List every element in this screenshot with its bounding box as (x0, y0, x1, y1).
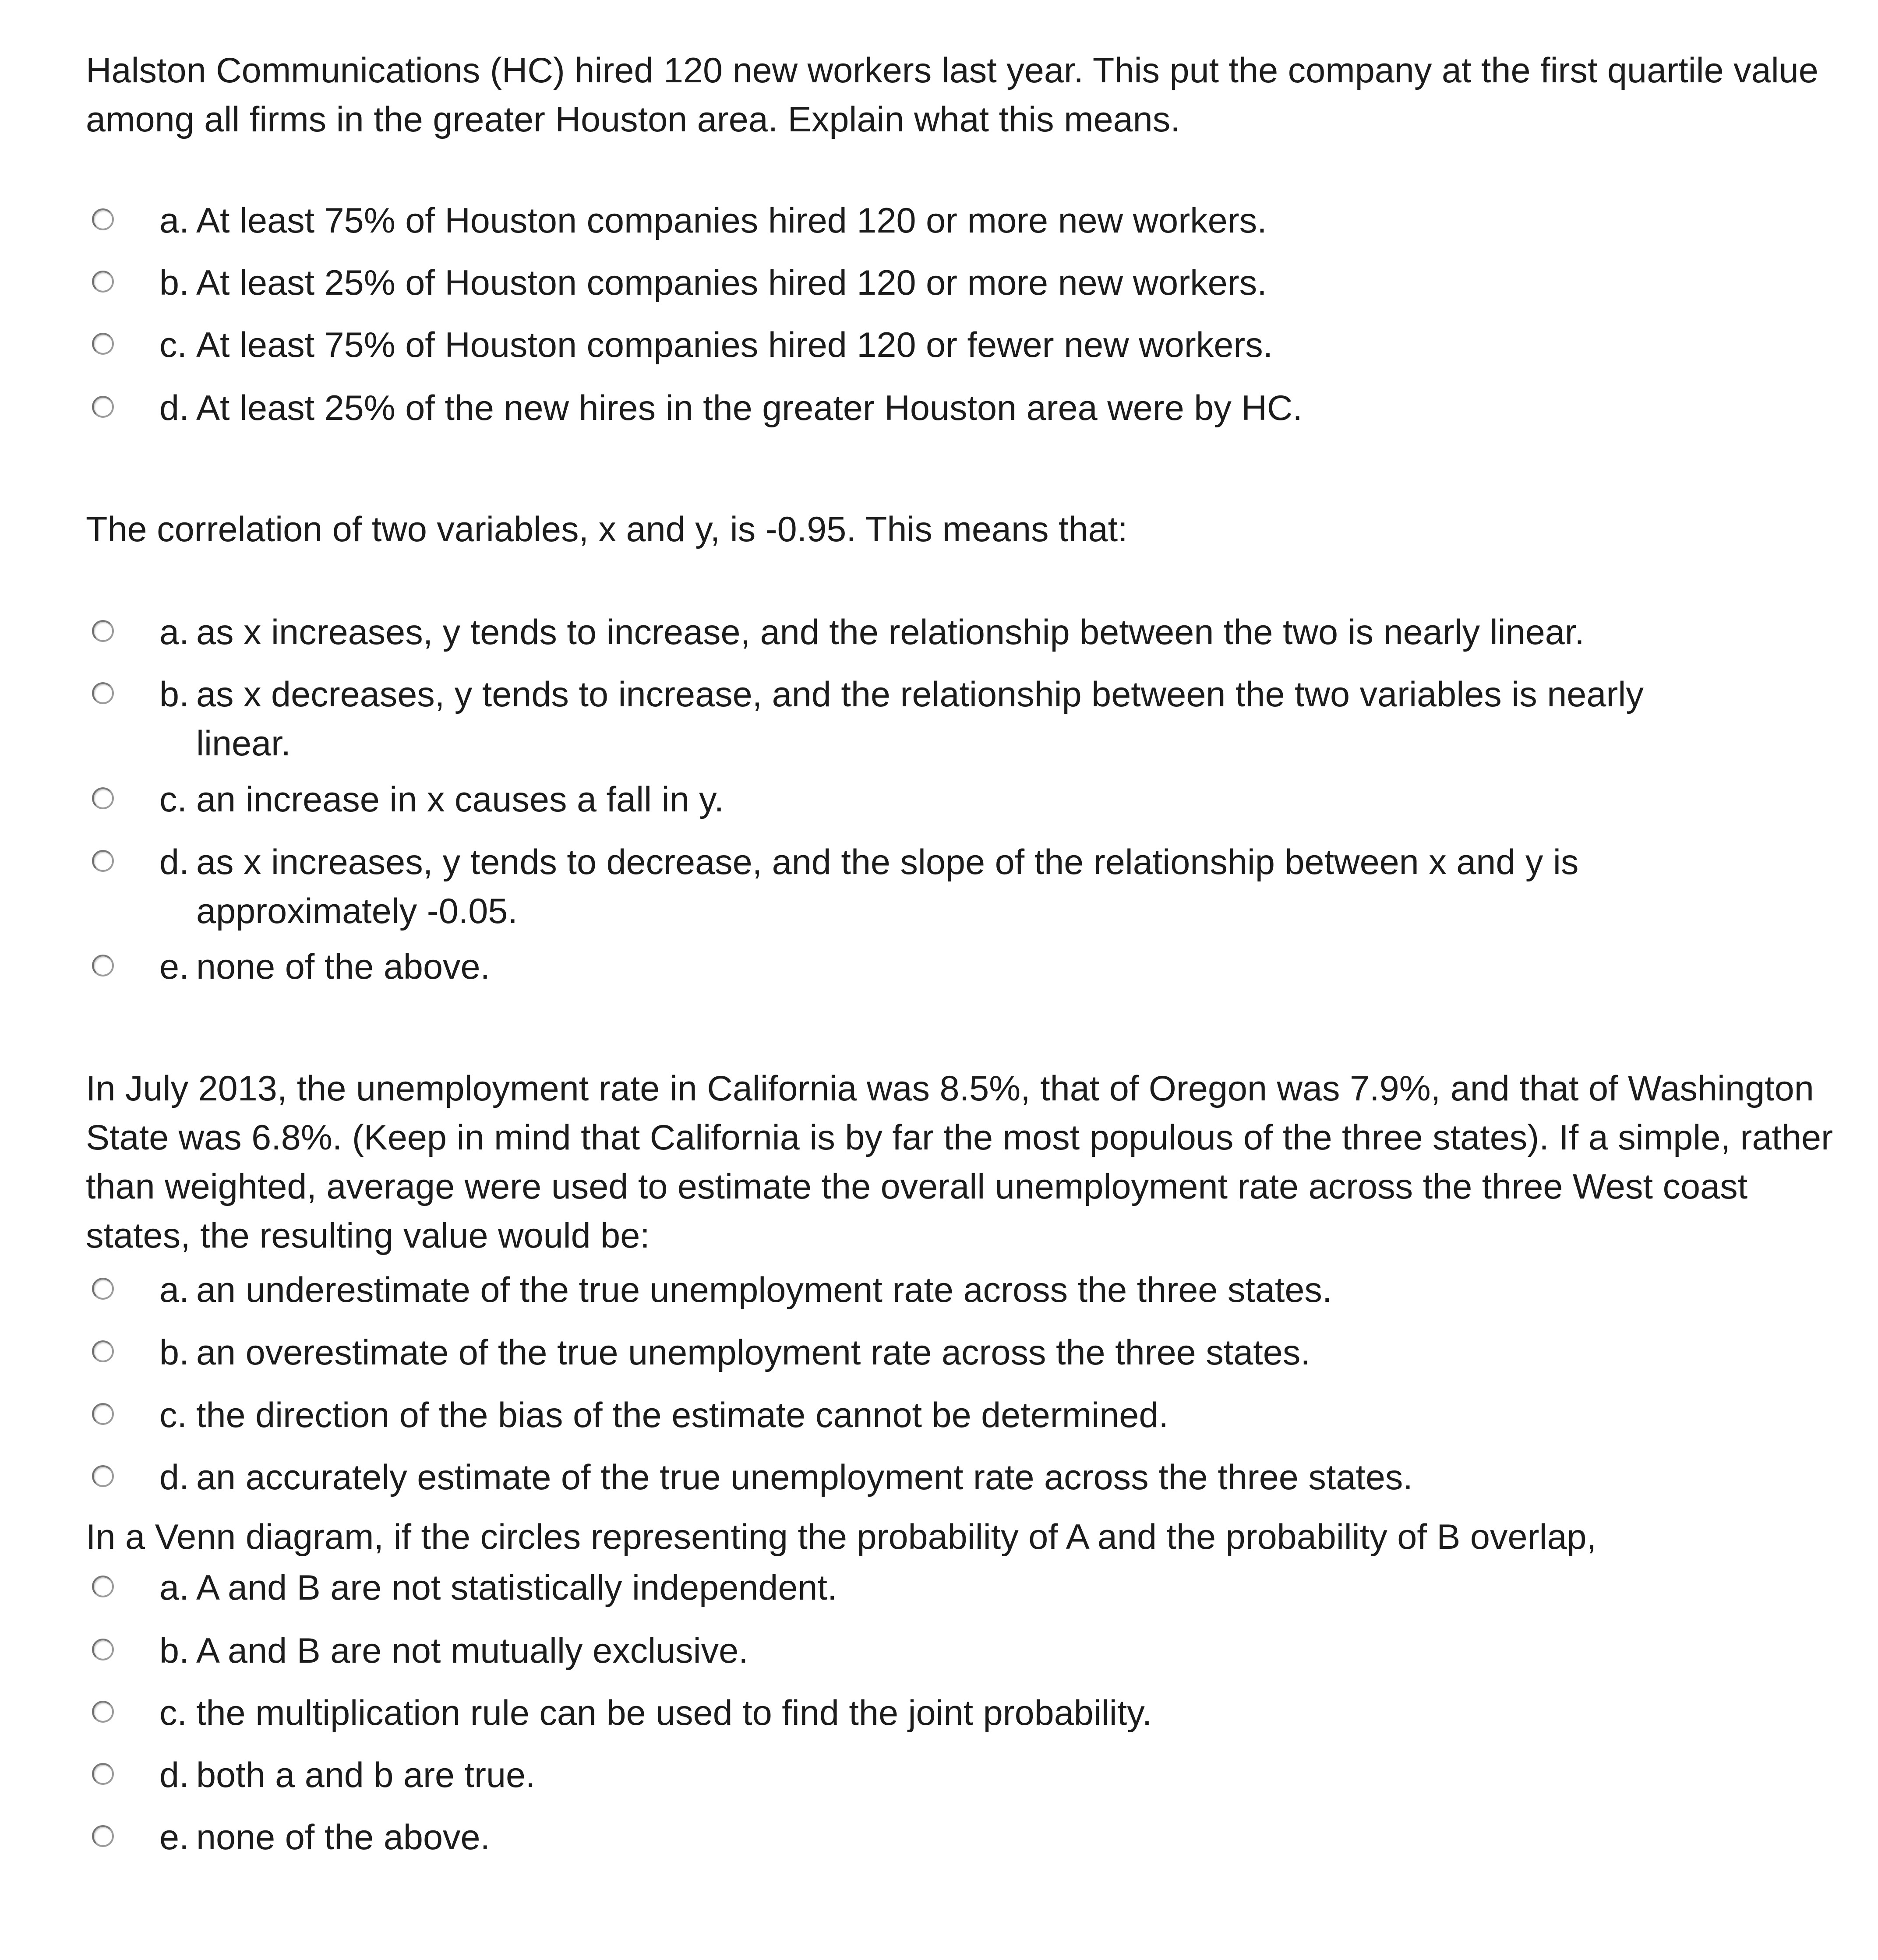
option-text: an underestimate of the true unemployment rate across the three states. (196, 1270, 1332, 1310)
option-letter: a. (159, 1568, 189, 1607)
option-text: A and B are not statistically independent. (196, 1568, 837, 1607)
option-letter: e. (159, 1818, 189, 1857)
radio-button-icon[interactable] (92, 1403, 114, 1425)
option-letter: b. (159, 263, 189, 303)
question-3-stem: In July 2013, the unemployment rate in California was 8.5%, that of Oregon was 7.9%, and that of Washington State was 6.8%. (Keep in mind that California is by far the most populous of the three states). If a simple, rather than weighted, average were used to estimate the overall unemployment rate across the three West coast states, the resulting value would be: (86, 1069, 1833, 1255)
option-letter: a. (159, 613, 189, 652)
option-text: both a and b are true. (196, 1756, 536, 1795)
option-text: as x increases, y tends to increase, and the relationship between the two is nearly linear. (196, 613, 1585, 652)
option-letter: d. (159, 1756, 189, 1795)
option-text: At least 25% of the new hires in the greater Houston area were by HC. (196, 388, 1303, 428)
option-letter: e. (159, 947, 189, 987)
option-text: At least 25% of Houston companies hired 120 or more new workers. (196, 263, 1267, 303)
radio-button-icon[interactable] (92, 955, 114, 976)
option-text: the direction of the bias of the estimate cannot be determined. (196, 1396, 1168, 1435)
option-text: the multiplication rule can be used to find the joint probability. (196, 1693, 1152, 1733)
radio-button-icon[interactable] (92, 1576, 114, 1597)
radio-button-icon[interactable] (92, 271, 114, 293)
radio-button-icon[interactable] (92, 620, 114, 642)
radio-button-icon[interactable] (92, 208, 114, 230)
option-letter: c. (159, 780, 187, 819)
option-letter: c. (159, 1396, 187, 1435)
option-text: as x increases, y tends to decrease, and the slope of the relationship between x and y is approximately -0.05. (196, 843, 1579, 931)
radio-button-icon[interactable] (92, 1465, 114, 1487)
radio-button-icon[interactable] (92, 1639, 114, 1660)
radio-button-icon[interactable] (92, 333, 114, 355)
option-text: none of the above. (196, 1818, 491, 1857)
option-letter: a. (159, 201, 189, 240)
option-letter: d. (159, 1458, 189, 1497)
option-text: A and B are not mutually exclusive. (196, 1631, 748, 1671)
radio-button-icon[interactable] (92, 1278, 114, 1300)
option-text: At least 75% of Houston companies hired 120 or fewer new workers. (196, 325, 1273, 365)
option-text: none of the above. (196, 947, 491, 987)
radio-button-icon[interactable] (92, 1763, 114, 1785)
radio-button-icon[interactable] (92, 787, 114, 809)
option-letter: c. (159, 1693, 187, 1733)
option-text: as x decreases, y tends to increase, and the relationship between the two variables is nearly linear. (196, 675, 1644, 763)
option-text: an overestimate of the true unemployment rate across the three states. (196, 1333, 1310, 1372)
option-letter: a. (159, 1270, 189, 1310)
radio-button-icon[interactable] (92, 1825, 114, 1847)
option-text: an increase in x causes a fall in y. (196, 780, 724, 819)
question-1-stem: Halston Communications (HC) hired 120 new workers last year. This put the company at the first quartile value among all firms in the greater Houston area. Explain what this means. (86, 51, 1818, 139)
question-2-stem: The correlation of two variables, x and y, is -0.95. This means that: (86, 510, 1128, 549)
question-4-stem: In a Venn diagram, if the circles representing the probability of A and the probability of B overlap, (86, 1517, 1597, 1557)
option-letter: c. (159, 325, 187, 365)
option-letter: b. (159, 675, 189, 714)
option-letter: d. (159, 843, 189, 882)
radio-button-icon[interactable] (92, 850, 114, 872)
radio-button-icon[interactable] (92, 396, 114, 418)
option-letter: d. (159, 388, 189, 428)
option-text: At least 75% of Houston companies hired 120 or more new workers. (196, 201, 1267, 240)
option-letter: b. (159, 1631, 189, 1671)
option-letter: b. (159, 1333, 189, 1372)
radio-button-icon[interactable] (92, 1701, 114, 1723)
radio-button-icon[interactable] (92, 1340, 114, 1362)
radio-button-icon[interactable] (92, 682, 114, 704)
option-text: an accurately estimate of the true unemployment rate across the three states. (196, 1458, 1413, 1497)
